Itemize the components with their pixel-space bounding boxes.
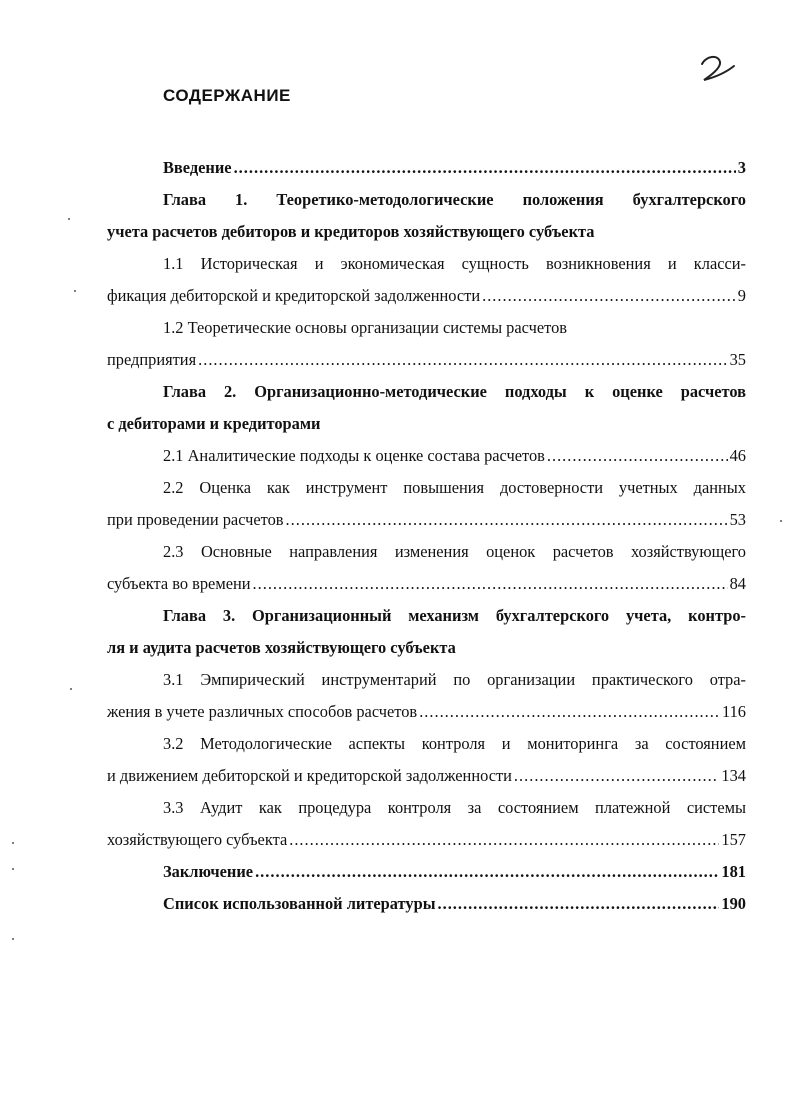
- entry-title: Введение: [163, 158, 232, 177]
- entry-page: 116: [722, 702, 746, 721]
- toc-entry-bibliography: Список использованной литературы ..... 190: [107, 888, 746, 920]
- toc-entry-1-2: предприятия ..... 35: [107, 344, 746, 376]
- chapter-1-heading-line2: учета расчетов дебиторов и кредиторов хозяйствующего субъекта: [107, 222, 595, 241]
- toc-entry-2-2: при проведении расчетов ..... 53: [107, 504, 746, 536]
- scan-speck: [74, 290, 76, 292]
- entry-page: 35: [729, 350, 746, 369]
- toc-entry-conclusion: Заключение ..... 181: [107, 856, 746, 888]
- scan-speck: [68, 218, 70, 220]
- toc-entry-3-1-line1: 3.1 Эмпирический инструментарий по организации практического отра-: [163, 670, 746, 689]
- page-title: СОДЕРЖАНИЕ: [163, 86, 291, 105]
- chapter-1-heading-line1: Глава 1. Теоретико-методологические положения бухгалтерского: [163, 190, 746, 209]
- toc-entry-2-2-line1: 2.2 Оценка как инструмент повышения достоверности учетных данных: [163, 478, 746, 497]
- entry-page: 190: [721, 894, 746, 913]
- scan-speck: [12, 868, 14, 870]
- toc-entry-2-1: 2.1 Аналитические подходы к оценке состава расчетов ..... 46: [107, 440, 746, 472]
- entry-page: 84: [729, 574, 746, 593]
- toc-entry-3-3: хозяйствующего субъекта ..... 157: [107, 824, 746, 856]
- entry-page: 53: [729, 510, 746, 529]
- scan-speck: [70, 688, 72, 690]
- scan-speck: [12, 938, 14, 940]
- toc-entry-1-1: фикация дебиторской и кредиторской задолженности ..... 9: [107, 280, 746, 312]
- toc-entry-3-2: и движением дебиторской и кредиторской задолженности ..... 134: [107, 760, 746, 792]
- entry-page: 157: [721, 830, 746, 849]
- toc-entry-1-2-line1: 1.2 Теоретические основы организации системы расчетов: [163, 318, 568, 337]
- toc-entry-3-1: жения в учете различных способов расчетов ..... 116: [107, 696, 746, 728]
- table-of-contents: [107, 152, 746, 920]
- entry-page: 3: [737, 158, 746, 177]
- scan-speck: [780, 520, 782, 522]
- entry-page: 181: [721, 862, 746, 881]
- chapter-2-heading-line2: с дебиторами и кредиторами: [107, 414, 321, 433]
- scan-speck: [12, 842, 14, 844]
- toc-entry-3-3-line1: 3.3 Аудит как процедура контроля за состоянием платежной системы: [163, 798, 746, 817]
- toc-entry-1-1-line1: 1.1 Историческая и экономическая сущность возникновения и класси-: [163, 254, 746, 273]
- handwritten-page-number: [696, 50, 740, 86]
- chapter-2-heading-line1: Глава 2. Организационно-методические подходы к оценке расчетов: [163, 382, 746, 401]
- chapter-3-heading-line2: ля и аудита расчетов хозяйствующего субъекта: [107, 638, 456, 657]
- toc-entry-introduction: [107, 152, 746, 184]
- entry-page: 9: [737, 286, 746, 305]
- entry-page: 134: [721, 766, 746, 785]
- entry-page: 46: [729, 446, 746, 465]
- toc-entry-2-3: субъекта во времени ..... 84: [107, 568, 746, 600]
- chapter-3-heading-line1: Глава 3. Организационный механизм бухгалтерского учета, контро-: [163, 606, 746, 625]
- toc-entry-3-2-line1: 3.2 Методологические аспекты контроля и мониторинга за состоянием: [163, 734, 746, 753]
- toc-entry-2-3-line1: 2.3 Основные направления изменения оценок расчетов хозяйствующего: [163, 542, 746, 561]
